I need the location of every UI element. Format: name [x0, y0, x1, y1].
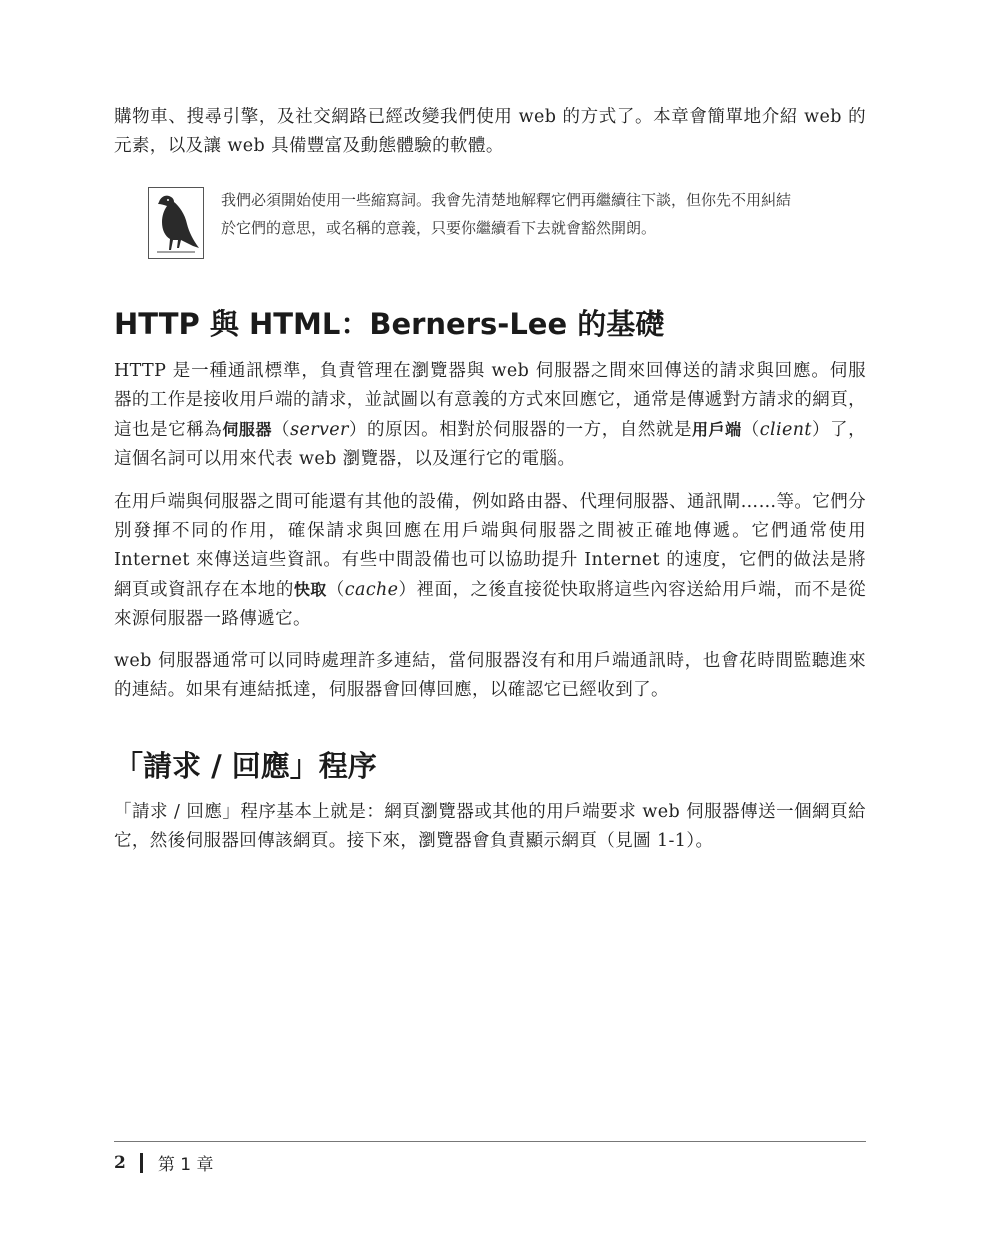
- keyword-server: 伺服器: [222, 420, 273, 439]
- page-number: 2: [114, 1152, 126, 1173]
- page-footer: [114, 1150, 213, 1175]
- http-paragraph-3: web 伺服器通常可以同時處理許多連結，當伺服器沒有和用戶端通訊時，也會花時間監聽進來的連結。如果有連結抵達，伺服器會回傳回應，以確認它已經收到了。: [114, 651, 866, 700]
- footer-separator: [140, 1153, 143, 1173]
- http-paragraph-2: 在用戶端與伺服器之間可能還有其他的設備，例如路由器、代理伺服器、通訊閘……等。它們分別發揮不同的作用，確保請求與回應在用戶端與伺服器之間被正確地傳遞。它們通常使用 Internet 來傳送這些資訊。有些中間設備也可以協助提升 Internet 的速度，它們的做法是將網頁或資訊存在本地的快取（cache）裡面，之後直接從快取將這些內容送給用戶端，而不是從來源伺服器一路傳遞它。: [114, 492, 866, 629]
- request-response-paragraph: 「請求 / 回應」程序基本上就是：網頁瀏覽器或其他的用戶端要求 web 伺服器傳送一個網頁給它，然後伺服器回傳該網頁。接下來，瀏覽器會負責顯示網頁（見圖 1-1）。: [114, 802, 866, 851]
- note-text: 我們必須開始使用一些縮寫詞。我會先清楚地解釋它們再繼續往下談，但你先不用糾結於它們的意思，或名稱的意義，只要你繼續看下去就會豁然開朗。: [221, 191, 792, 237]
- chapter-label: 第 1 章: [157, 1155, 214, 1175]
- term-server: server: [290, 420, 349, 440]
- term-cache: cache: [344, 580, 399, 600]
- section-heading-http-html: HTTP 與 HTML：Berners-Lee 的基礎: [114, 307, 665, 341]
- crow-icon: [148, 187, 204, 259]
- intro-paragraph: 購物車、搜尋引擎，及社交網路已經改變我們使用 web 的方式了。本章會簡單地介紹 web 的元素，以及讓 web 具備豐富及動態體驗的軟體。: [114, 107, 866, 156]
- http-paragraph-1: HTTP 是一種通訊標準，負責管理在瀏覽器與 web 伺服器之間來回傳送的請求與回應。伺服器的工作是接收用戶端的請求，並試圖以有意義的方式來回應它，通常是傳遞對方請求的網頁，這也是它稱為伺服器（server）的原因。相對於伺服器的一方，自然就是用戶端（client）了，這個名詞可以用來代表 web 瀏覽器，以及運行它的電腦。: [114, 361, 866, 469]
- section-heading-request-response: 「請求 / 回應」程序: [114, 749, 377, 783]
- term-client: client: [759, 420, 812, 440]
- keyword-client: 用戶端: [692, 420, 742, 439]
- keyword-cache: 快取: [293, 580, 327, 599]
- footer-divider: [114, 1141, 866, 1142]
